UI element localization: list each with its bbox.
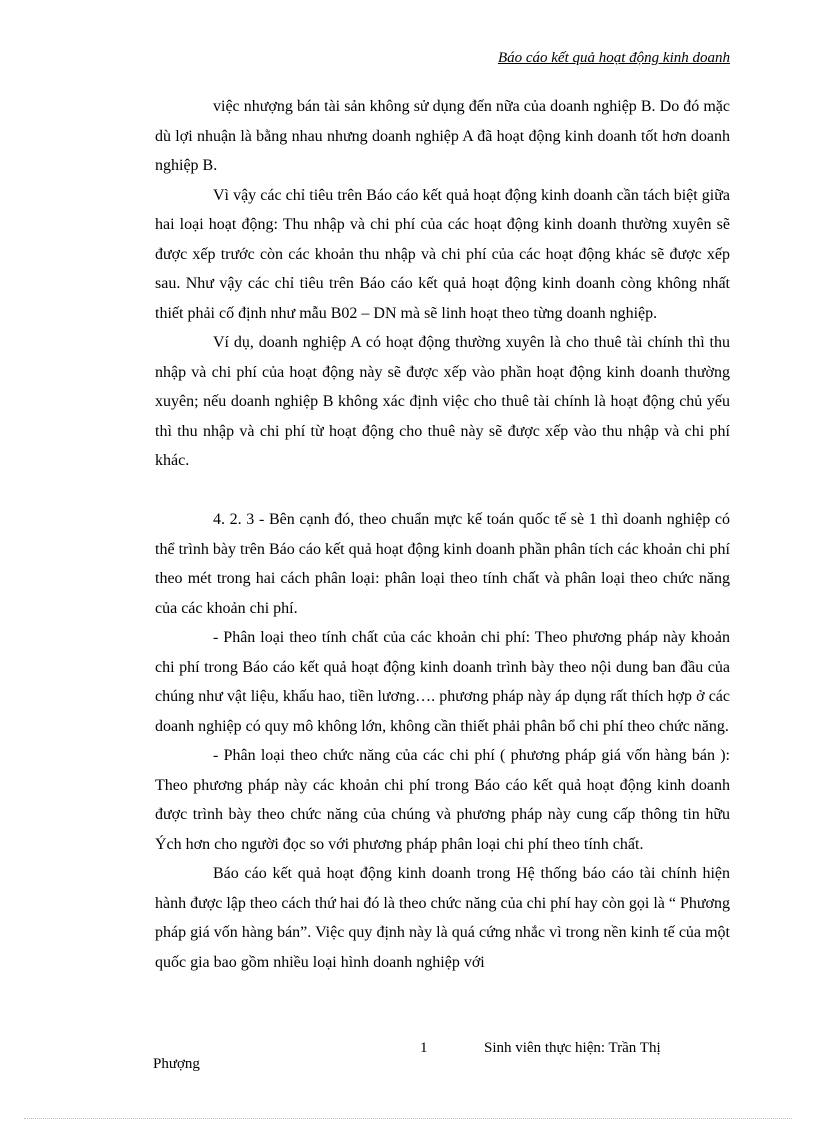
footer-author-continued: Phượng — [153, 1056, 200, 1072]
paragraph-phan-loai-tinh-chat: - Phân loại theo tính chất của các khoản chi phí: Theo phương pháp này khoản chi phí trong Báo cáo kết quả hoạt động kinh doanh trình bày theo nội dung ban đầu của chúng như vật liệu, khấu hao, tiền lương…. phương pháp này áp dụng rất thích hợp ở các doanh nghiệp có quy mô không lớn, không cần thiết phải phân bổ chi phí theo chức năng. — [155, 629, 730, 735]
paragraph-vi-du: Ví dụ, doanh nghiệp A có hoạt động thường xuyên là cho thuê tài chính thì thu nhập và chi phí của hoạt động này sẽ được xếp vào phần hoạt động kinh doanh thường xuyên; nếu doanh nghiệp B không xác định việc cho thuê tài chính là hoạt động chủ yếu thì thu nhập và chi phí từ hoạt động cho thuê này sẽ được xếp vào thu nhập và chi phí khác. — [155, 334, 730, 469]
document-body — [155, 92, 730, 977]
page-bottom-rule — [24, 1118, 792, 1119]
paragraph-phan-loai-chuc-nang: - Phân loại theo chức năng của các chi phí ( phương pháp giá vốn hàng bán ): Theo phương pháp này các khoản chi phí trong Báo cáo kết quả hoạt động kinh doanh được trình bày theo chức năng của chúng và phương pháp này cung cấp thông tin hữu Ých hơn cho người đọc so với phương pháp phân loại chi phí theo tính chất. — [155, 747, 730, 853]
paragraph-vi-vay: Vì vậy các chỉ tiêu trên Báo cáo kết quả hoạt động kinh doanh cần tách biệt giữa hai loại hoạt động: Thu nhập và chi phí của các hoạt động kinh doanh thường xuyên sẽ được xếp trước còn các khoản thu nhập và chi phí của các hoạt động khác sẽ được xếp sau. Như vậy các chỉ tiêu trên Báo cáo kết quả hoạt động kinh doanh còng không nhất thiết phải cố định như mẫu B02 – DN mà sẽ linh hoạt theo từng doanh nghiệp. — [155, 186, 730, 322]
running-header: Báo cáo kết quả hoạt động kinh doanh — [497, 50, 730, 66]
paragraph-continued: việc nhượng bán tài sản không sử dụng đến nữa của doanh nghiệp B. Do đó mặc dù lợi nhuận là bằng nhau nhưng doanh nghiệp A đã hoạt động kinh doanh tốt hơn doanh nghiệp B. — [155, 98, 730, 174]
page-number: 1 — [420, 1040, 428, 1056]
paragraph-bao-cao-hien-hanh: Báo cáo kết quả hoạt động kinh doanh trong Hệ thống báo cáo tài chính hiện hành được lập theo cách thứ hai đó là theo chức năng của chi phí hay còn gọi là “ Phương pháp giá vốn hàng bán”. Việc quy định này là quá cứng nhắc vì trong nền kinh tế của một quốc gia bao gồm nhiều loại hình doanh nghiệp với — [155, 865, 730, 971]
footer-author: Sinh viên thực hiện: Trần Thị — [484, 1040, 661, 1056]
paragraph-4-2-3: 4. 2. 3 - Bên cạnh đó, theo chuẩn mực kế toán quốc tế sè 1 thì doanh nghiệp có thể trình bày trên Báo cáo kết quả hoạt động kinh doanh phần phân tích các khoản chi phí theo mét trong hai cách phân loại: phân loại theo tính chất và phân loại theo chức năng của các khoản chi phí. — [155, 511, 730, 617]
